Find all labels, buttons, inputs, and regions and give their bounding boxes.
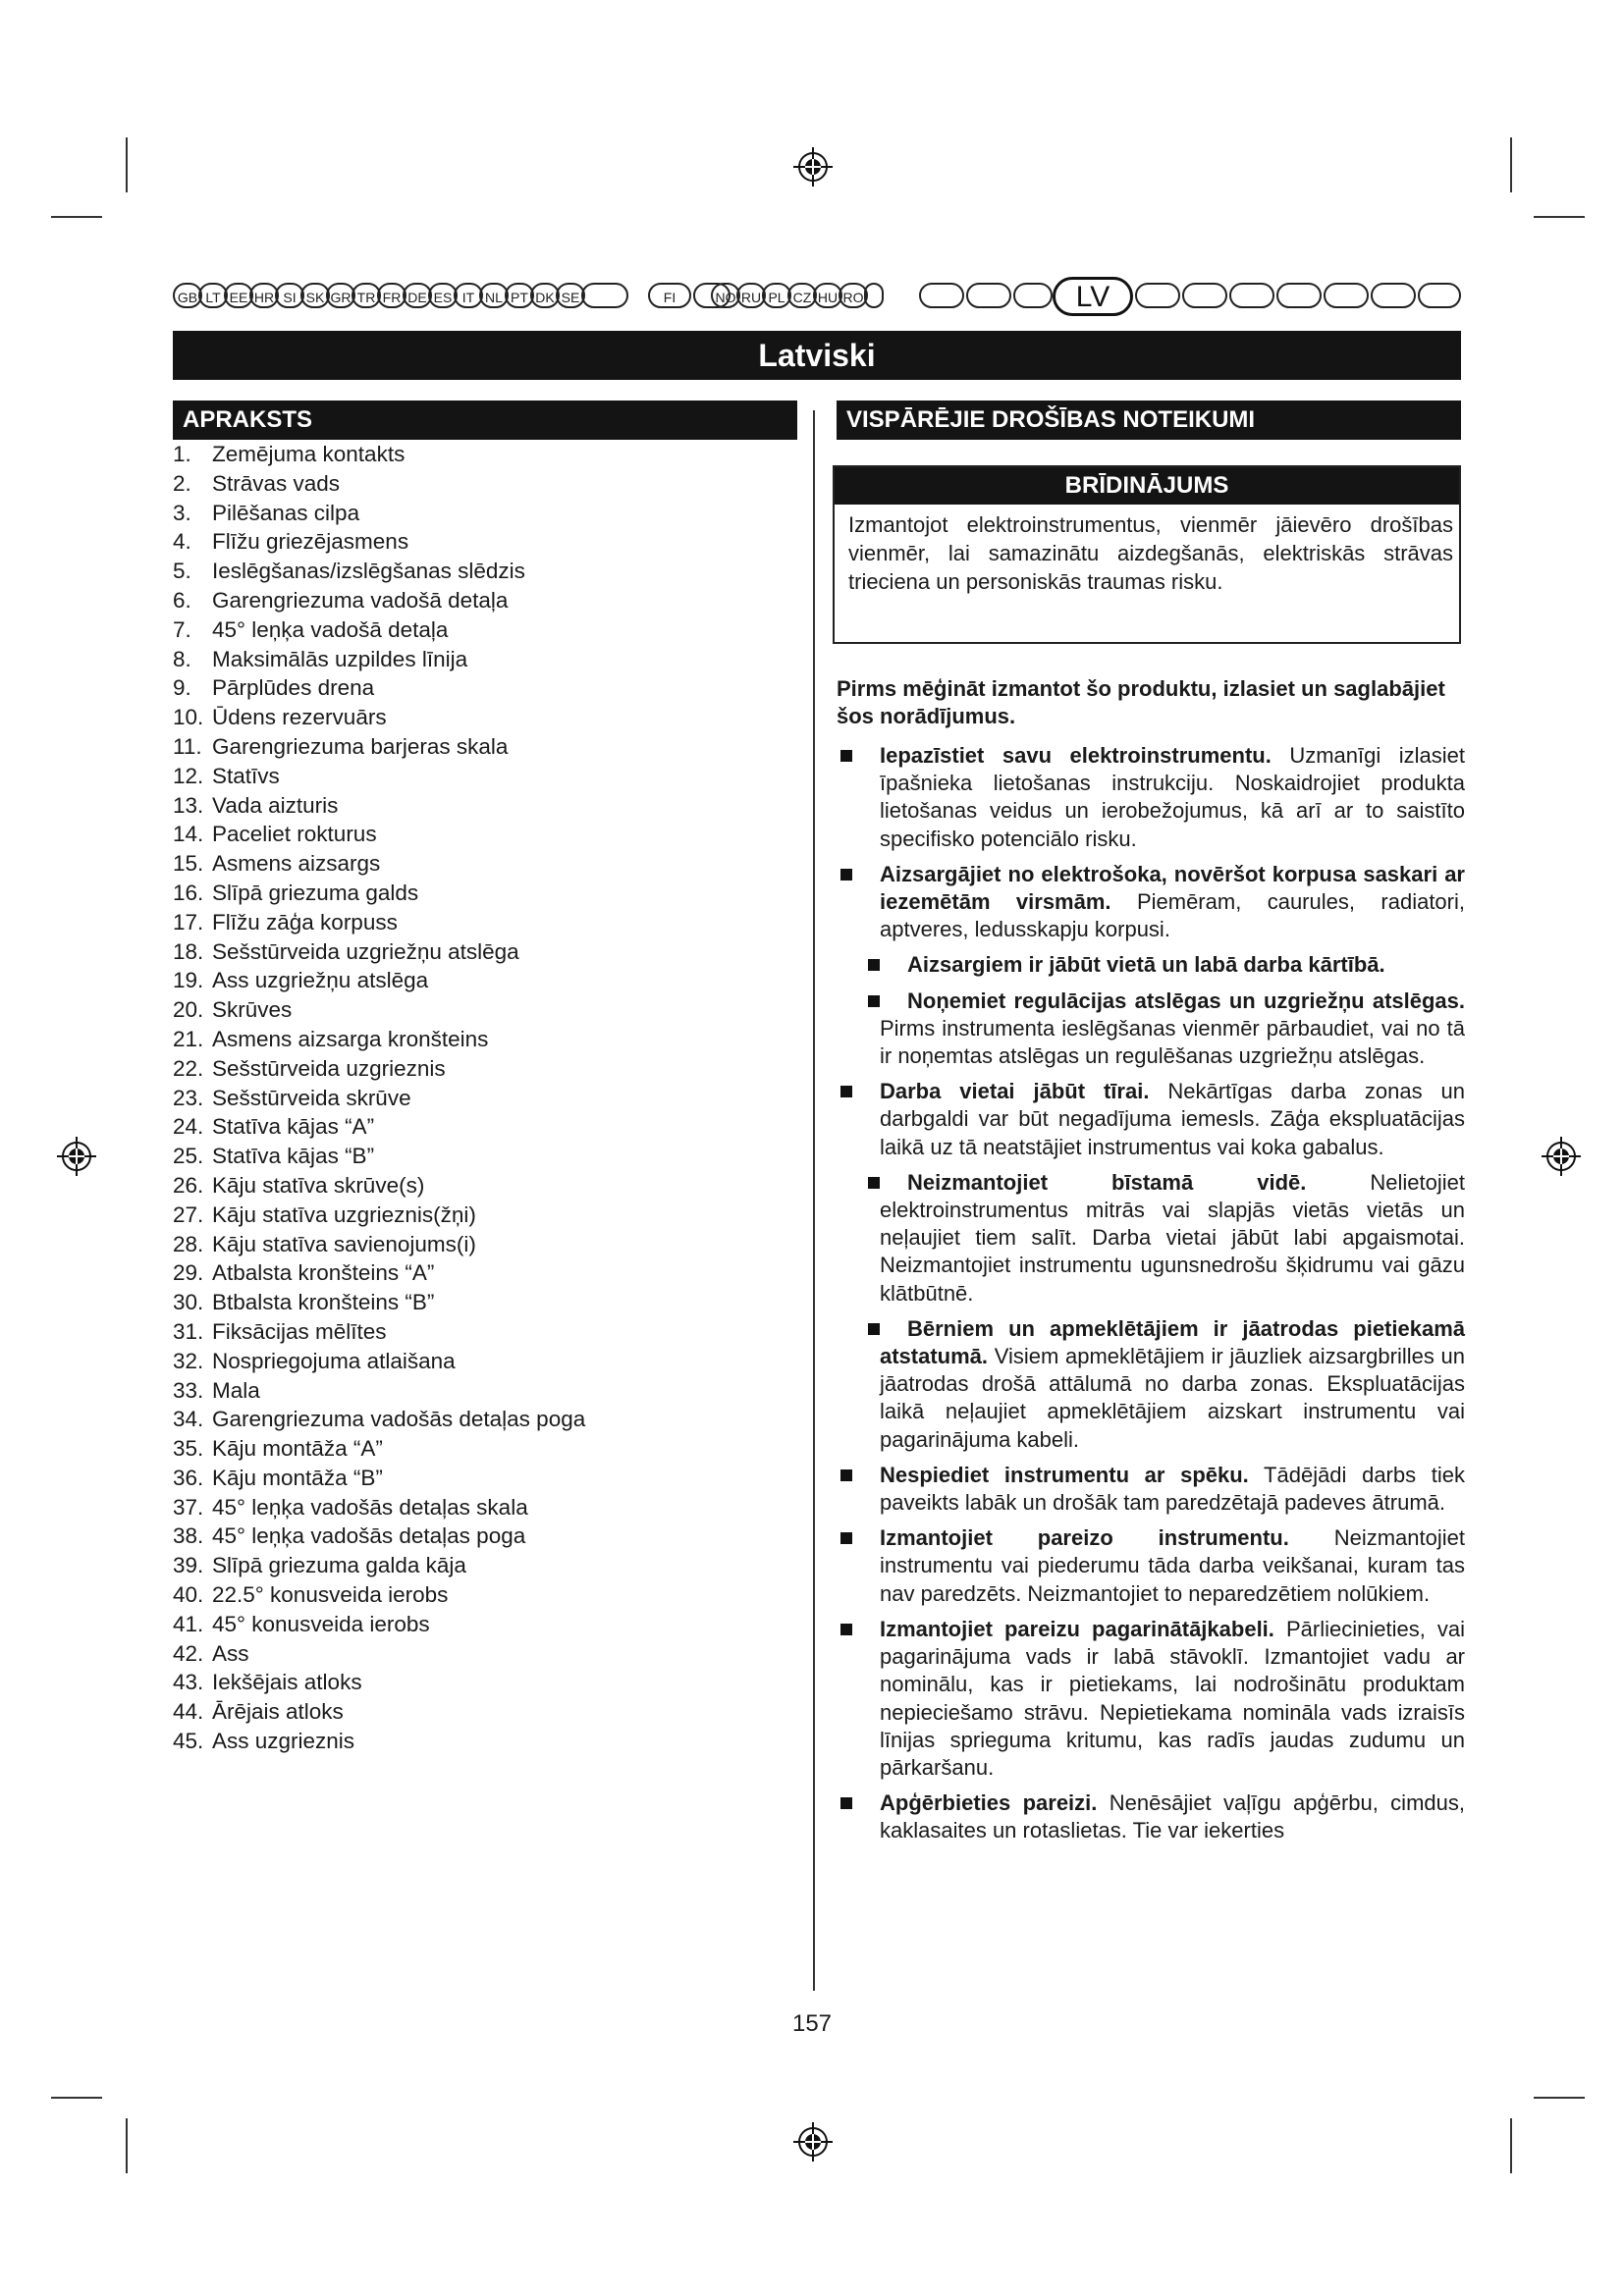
list-item-text: Iekšējais atloks	[212, 1670, 362, 1695]
safety-rule-title: Aizsargiem ir jābūt vietā un labā darba kārtībā.	[907, 952, 1385, 978]
language-tab-blank	[1182, 283, 1227, 308]
list-item	[173, 1112, 782, 1142]
warning-heading: BRĪDINĀJUMS	[835, 467, 1459, 505]
list-item-number: 12.	[173, 763, 204, 788]
bullet-square-icon	[868, 995, 880, 1007]
registration-mark-icon	[1540, 1135, 1583, 1178]
list-item-number: 5.	[173, 559, 191, 584]
list-item-number: 29.	[173, 1260, 204, 1286]
safety-rule	[837, 1789, 1465, 1844]
safety-rule-text: Nelietojiet elektroinstrumentus mitrās vai slapjās vietās vietās un neļaujiet tiem salīt. Darba vietai jābūt labi apgaismotai. Neizmantojiet instrumentu ugunsnedrošu šķidrumu vai gāzu klātbūtnē.	[880, 1169, 1465, 1306]
list-item-number: 10.	[173, 705, 204, 730]
list-item	[173, 1171, 782, 1201]
language-tab: GB	[173, 283, 202, 308]
crop-mark	[51, 216, 102, 218]
list-item-text: Ass uzgrieznis	[212, 1729, 355, 1754]
list-item	[173, 1347, 782, 1376]
list-item-number: 30.	[173, 1290, 204, 1315]
list-item-text: Strāvas vads	[212, 470, 341, 496]
language-tab: SI	[275, 283, 304, 308]
list-item-text: Kāju statīva savienojums(i)	[212, 1231, 476, 1256]
bullet-square-icon	[868, 959, 880, 971]
language-tab: GR	[326, 283, 355, 308]
list-item-number: 4.	[173, 529, 191, 555]
list-item-text: Kāju montāža “B”	[212, 1465, 383, 1490]
list-item-number: 15.	[173, 851, 204, 877]
list-item-text: Garengriezuma barjeras skala	[212, 733, 509, 759]
safety-rule-title: Noņemiet regulācijas atslēgas un uzgriežņu atslēgas.	[907, 988, 1465, 1013]
safety-rule-title: Aizsargājiet no elektrošoka, novēršot korpusa saskari ar iezemētām virsmām.	[880, 861, 1465, 915]
language-tab: NO	[711, 283, 740, 308]
crop-mark	[1510, 2118, 1512, 2173]
list-item-number: 21.	[173, 1026, 204, 1051]
list-item-text: Mala	[212, 1377, 260, 1403]
safety-rule-text: Nekārtīgas darba zonas un darbgaldi var būt negadījuma iemesls. Zāģa ekspluatācijas laikā uz tā neatstājiet instrumentus vai koka gabalus.	[880, 1079, 1465, 1159]
list-item-text: Fiksācijas mēlītes	[212, 1318, 387, 1344]
list-item-number: 8.	[173, 646, 191, 671]
list-item-number: 19.	[173, 968, 204, 993]
list-item-text: Garengriezuma vadošās detaļas poga	[212, 1407, 586, 1432]
bullet-square-icon	[840, 869, 852, 881]
page-title: Latviski	[173, 331, 1461, 380]
list-item	[173, 1258, 782, 1288]
safety-rule-title: Darba vietai jābūt tīrai.	[880, 1079, 1150, 1104]
list-item	[173, 791, 782, 821]
crop-mark	[1534, 216, 1585, 218]
language-tab: TR	[352, 283, 381, 308]
list-item	[173, 557, 782, 586]
language-tab: ES	[428, 283, 458, 308]
safety-rule-text: Uzmanīgi izlasiet īpašnieka lietošanas instrukciju. Noskaidrojiet produkta lietošanas veidus un ierobežojumus, kā arī ar to saistīto specifisko potenciālo risku.	[880, 743, 1465, 851]
safety-rule-text: Tādējādi darbs tiek paveikts labāk un drošāk tam paredzētajā padeves ātrumā.	[880, 1462, 1465, 1516]
list-item-number: 1.	[173, 442, 191, 466]
crop-mark	[126, 2118, 128, 2173]
safety-rule	[837, 1315, 1465, 1454]
list-item-text: Btbalsta kronšteins “B”	[212, 1290, 435, 1315]
list-item	[173, 586, 782, 615]
language-tab-blank	[966, 283, 1011, 308]
language-tab: DK	[530, 283, 560, 308]
list-item-text: Pilēšanas cilpa	[212, 500, 360, 525]
list-item	[173, 1054, 782, 1084]
list-item-text: Zemējuma kontakts	[212, 442, 406, 466]
language-tab: HU	[813, 283, 842, 308]
list-item-text: Asmens aizsarga kronšteins	[212, 1026, 489, 1051]
language-tab: LT	[198, 283, 228, 308]
list-item	[173, 527, 782, 557]
list-item-number: 39.	[173, 1553, 204, 1578]
language-tab: IT	[454, 283, 483, 308]
list-item	[173, 732, 782, 762]
language-tab: RU	[736, 283, 766, 308]
list-item-text: Statīva kājas “B”	[212, 1144, 375, 1169]
description-heading: APRAKSTS	[173, 400, 797, 440]
safety-rule-title: Izmantojiet pareizo instrumentu.	[880, 1525, 1289, 1551]
safety-rule-text: Visiem apmeklētājiem ir jāuzliek aizsargbrilles un jāatrodas drošā attālumā no darba zonas. Ekspluatācijas laikā neļaujiet apmeklētājiem aizskart instrumentu vai pagarinājuma kabeli.	[880, 1344, 1465, 1452]
list-item-number: 11.	[173, 733, 202, 759]
list-item-text: Ass uzgriežņu atslēga	[212, 968, 429, 993]
list-item	[173, 1639, 782, 1669]
list-item	[173, 615, 782, 645]
language-tab: EE	[224, 283, 253, 308]
list-item	[173, 1201, 782, 1230]
crop-mark	[51, 2097, 102, 2099]
language-tab-blank	[581, 283, 628, 308]
list-item-text: Sešstūrveida uzgriežņu atslēga	[212, 938, 519, 964]
list-item-text: Kāju statīva skrūve(s)	[212, 1172, 425, 1198]
safety-rule	[837, 951, 1465, 979]
list-item-number: 41.	[173, 1611, 204, 1636]
list-item	[173, 673, 782, 703]
safety-rule	[837, 1078, 1465, 1161]
list-item-number: 14.	[173, 822, 204, 847]
language-tab-blank	[1229, 283, 1274, 308]
list-item	[173, 762, 782, 791]
list-item-text: Vada aizturis	[212, 792, 339, 818]
list-item-number: 36.	[173, 1465, 204, 1490]
list-item	[173, 1405, 782, 1434]
safety-rule-title: Izmantojiet pareizu pagarinātājkabeli.	[880, 1616, 1274, 1641]
safety-rule-text: Pirms instrumenta ieslēgšanas vienmēr pārbaudiet, vai no tā ir noņemtas atslēgas un regulēšanas uzgriežņu atslēgas.	[880, 1015, 1465, 1069]
list-item-text: 45° leņķa vadošās detaļas skala	[212, 1494, 528, 1520]
list-item	[173, 1317, 782, 1347]
list-item	[173, 1522, 782, 1551]
list-item-number: 26.	[173, 1172, 204, 1198]
safety-rule	[837, 1169, 1465, 1308]
list-item-text: Skrūves	[212, 997, 293, 1023]
language-tab-blank	[1371, 283, 1416, 308]
list-item	[173, 440, 782, 469]
list-item	[173, 995, 782, 1025]
list-item-text: Garengriezuma vadošā detaļa	[212, 587, 509, 613]
list-item-number: 13.	[173, 792, 204, 818]
safety-rule-text: Piemēram, caurules, radiatori, aptveres, ledusskapju korpusi.	[880, 889, 1465, 942]
list-item-number: 42.	[173, 1640, 204, 1666]
list-item	[173, 1025, 782, 1054]
language-tab-blank	[1135, 283, 1180, 308]
safety-rules-list	[837, 742, 1465, 1853]
list-item-number: 20.	[173, 997, 204, 1023]
language-tab: DE	[403, 283, 432, 308]
language-tab: SK	[300, 283, 330, 308]
list-item	[173, 1464, 782, 1493]
registration-mark-icon	[791, 2120, 835, 2163]
list-item	[173, 1610, 782, 1639]
list-item-text: Ārējais atloks	[212, 1699, 344, 1725]
language-tab: CZ	[787, 283, 817, 308]
safety-rule	[837, 1462, 1465, 1517]
safety-rule-title: Apģērbieties pareizi.	[880, 1790, 1098, 1816]
list-item-number: 28.	[173, 1231, 204, 1256]
column-divider	[813, 410, 815, 1991]
list-item-number: 7.	[173, 616, 191, 642]
warning-text: Izmantojot elektroinstrumentus, vienmēr jāievēro drošības vienmēr, lai samazinātu aizdegšanās, elektriskās strāvas trieciena un personiskās traumas risku.	[848, 512, 1453, 594]
list-item-text: Kāju statīva uzgrieznis(žņi)	[212, 1201, 476, 1227]
crop-mark	[126, 137, 128, 192]
page-number: 157	[791, 2010, 833, 2037]
list-item-text: Pārplūdes drena	[212, 675, 375, 701]
list-item	[173, 1580, 782, 1610]
bullet-square-icon	[840, 750, 852, 762]
list-item-number: 31.	[173, 1318, 204, 1344]
list-item	[173, 849, 782, 879]
list-item-number: 17.	[173, 909, 204, 934]
list-item-text: Slīpā griezuma galda kāja	[212, 1553, 466, 1578]
safety-rule-text: Neizmantojiet instrumentu vai piederumu tāda darba veikšanai, kuram tas nav paredzēts. Neizmantojiet to neparedzētiem nolūkiem.	[880, 1525, 1465, 1606]
list-item-number: 23.	[173, 1085, 204, 1110]
list-item-number: 34.	[173, 1407, 204, 1432]
safety-rule	[837, 1524, 1465, 1608]
safety-rule-title: Nespiediet instrumentu ar spēku.	[880, 1462, 1249, 1487]
list-item-number: 27.	[173, 1201, 204, 1227]
list-item-text: Flīžu griezējasmens	[212, 529, 409, 555]
list-item-number: 35.	[173, 1436, 204, 1462]
list-item	[173, 820, 782, 849]
list-item-text: Atbalsta kronšteins “A”	[212, 1260, 435, 1286]
list-item	[173, 1668, 782, 1697]
list-item-text: Statīvs	[212, 763, 280, 788]
list-item-number: 22.	[173, 1055, 204, 1081]
list-item-number: 44.	[173, 1699, 204, 1725]
list-item-text: Sešstūrveida skrūve	[212, 1085, 411, 1110]
bullet-square-icon	[840, 1797, 852, 1809]
list-item-text: Maksimālās uzpildes līnija	[212, 646, 468, 671]
list-item-number: 45.	[173, 1729, 204, 1754]
list-item-text: Ūdens rezervuārs	[212, 705, 387, 730]
crop-mark	[1510, 137, 1512, 192]
language-tab-blank	[1013, 283, 1053, 308]
bullet-square-icon	[840, 1469, 852, 1481]
list-item-number: 24.	[173, 1114, 204, 1140]
safety-rule	[837, 742, 1465, 853]
language-tabs	[173, 277, 1461, 320]
description-list	[173, 440, 782, 1756]
list-item	[173, 1376, 782, 1406]
list-item-text: Slīpā griezuma galds	[212, 880, 419, 905]
list-item-number: 25.	[173, 1144, 204, 1169]
list-item	[173, 1084, 782, 1113]
list-item-text: Kāju montāža “A”	[212, 1436, 383, 1462]
list-item-text: Sešstūrveida uzgrieznis	[212, 1055, 446, 1081]
language-tab: RO	[839, 283, 868, 308]
language-tab: NL	[479, 283, 509, 308]
registration-mark-icon	[791, 145, 835, 188]
list-item-number: 33.	[173, 1377, 204, 1403]
bullet-square-icon	[868, 1323, 880, 1335]
language-tab-blank	[919, 283, 964, 308]
list-item-number: 32.	[173, 1348, 204, 1373]
language-tab: FI	[648, 283, 691, 308]
safety-rule-text: Pārliecinieties, vai pagarinājuma vads ir labā stāvoklī. Izmantojiet vadu ar nominālu, kas ir pietiekams, lai nodrošinātu produktam nepieciešamo strāvu. Nepietiekama nomināla vads izraisīs līnijas sprieguma kritumu, kas radīs jaudas zudumu un pārkaršanu.	[880, 1616, 1465, 1780]
safety-rule-title: Bērniem un apmeklētājiem ir jāatrodas pietiekamā atstatumā.	[880, 1315, 1465, 1369]
list-item	[173, 703, 782, 732]
safety-rule	[837, 1616, 1465, 1782]
language-tab: SE	[556, 283, 585, 308]
language-tab-blank	[1276, 283, 1322, 308]
list-item	[173, 1727, 782, 1756]
list-item	[173, 966, 782, 995]
list-item-number: 9.	[173, 675, 191, 701]
list-item-number: 37.	[173, 1494, 204, 1520]
list-item	[173, 1551, 782, 1580]
list-item-text: Flīžu zāģa korpuss	[212, 909, 398, 934]
list-item-text: Ass	[212, 1640, 249, 1666]
safety-rule	[837, 988, 1465, 1071]
list-item	[173, 937, 782, 967]
list-item	[173, 499, 782, 528]
list-item	[173, 645, 782, 674]
list-item	[173, 879, 782, 908]
list-item-number: 43.	[173, 1670, 204, 1695]
list-item-number: 2.	[173, 470, 191, 496]
safety-rule-title: Iepazīstiet savu elektroinstrumentu.	[880, 743, 1272, 768]
list-item-text: Asmens aizsargs	[212, 851, 381, 877]
safety-intro: Pirms mēģināt izmantot šo produktu, izlasiet un saglabājiet šos norādījumus.	[837, 676, 1445, 728]
language-tab-blank	[1418, 283, 1461, 308]
list-item	[173, 469, 782, 499]
bullet-square-icon	[840, 1532, 852, 1544]
list-item-text: Paceliet rokturus	[212, 822, 377, 847]
list-item	[173, 908, 782, 937]
safety-rule-text: Nenēsājiet vaļīgu apģērbu, cimdus, kaklasaites un rotaslietas. Tie var iekerties	[880, 1790, 1465, 1843]
list-item	[173, 1493, 782, 1522]
list-item-text: 45° konusveida ierobs	[212, 1611, 430, 1636]
language-tab: HR	[249, 283, 279, 308]
language-tab: FR	[377, 283, 406, 308]
list-item-text: Nospriegojuma atlaišana	[212, 1348, 456, 1373]
safety-heading: VISPĀRĒJIE DROŠĪBAS NOTEIKUMI	[837, 400, 1461, 440]
list-item-number: 6.	[173, 587, 191, 613]
language-tab-active: LV	[1053, 277, 1133, 316]
list-item-text: 22.5° konusveida ierobs	[212, 1582, 449, 1608]
safety-rule	[837, 861, 1465, 944]
safety-rule-title: Neizmantojiet bīstamā vidē.	[907, 1169, 1307, 1195]
crop-mark	[1534, 2097, 1585, 2099]
list-item-text: 45° leņķa vadošā detaļa	[212, 616, 449, 642]
list-item	[173, 1434, 782, 1464]
list-item-text: Ieslēgšanas/izslēgšanas slēdzis	[212, 559, 525, 584]
language-tab: PL	[762, 283, 791, 308]
bullet-square-icon	[840, 1624, 852, 1635]
list-item	[173, 1697, 782, 1727]
language-tab-blank	[1324, 283, 1369, 308]
language-tab: PT	[505, 283, 534, 308]
list-item-number: 38.	[173, 1523, 204, 1549]
warning-box	[833, 465, 1461, 644]
list-item-number: 40.	[173, 1582, 204, 1608]
registration-mark-icon	[55, 1135, 98, 1178]
list-item-number: 18.	[173, 938, 204, 964]
list-item-number: 16.	[173, 880, 204, 905]
bullet-square-icon	[868, 1177, 880, 1189]
list-item	[173, 1230, 782, 1259]
list-item	[173, 1142, 782, 1171]
bullet-square-icon	[840, 1086, 852, 1097]
list-item-text: 45° leņķa vadošās detaļas poga	[212, 1523, 526, 1549]
list-item-number: 3.	[173, 500, 191, 525]
language-tab-blank	[864, 283, 884, 308]
list-item	[173, 1288, 782, 1317]
list-item-text: Statīva kājas “A”	[212, 1114, 375, 1140]
